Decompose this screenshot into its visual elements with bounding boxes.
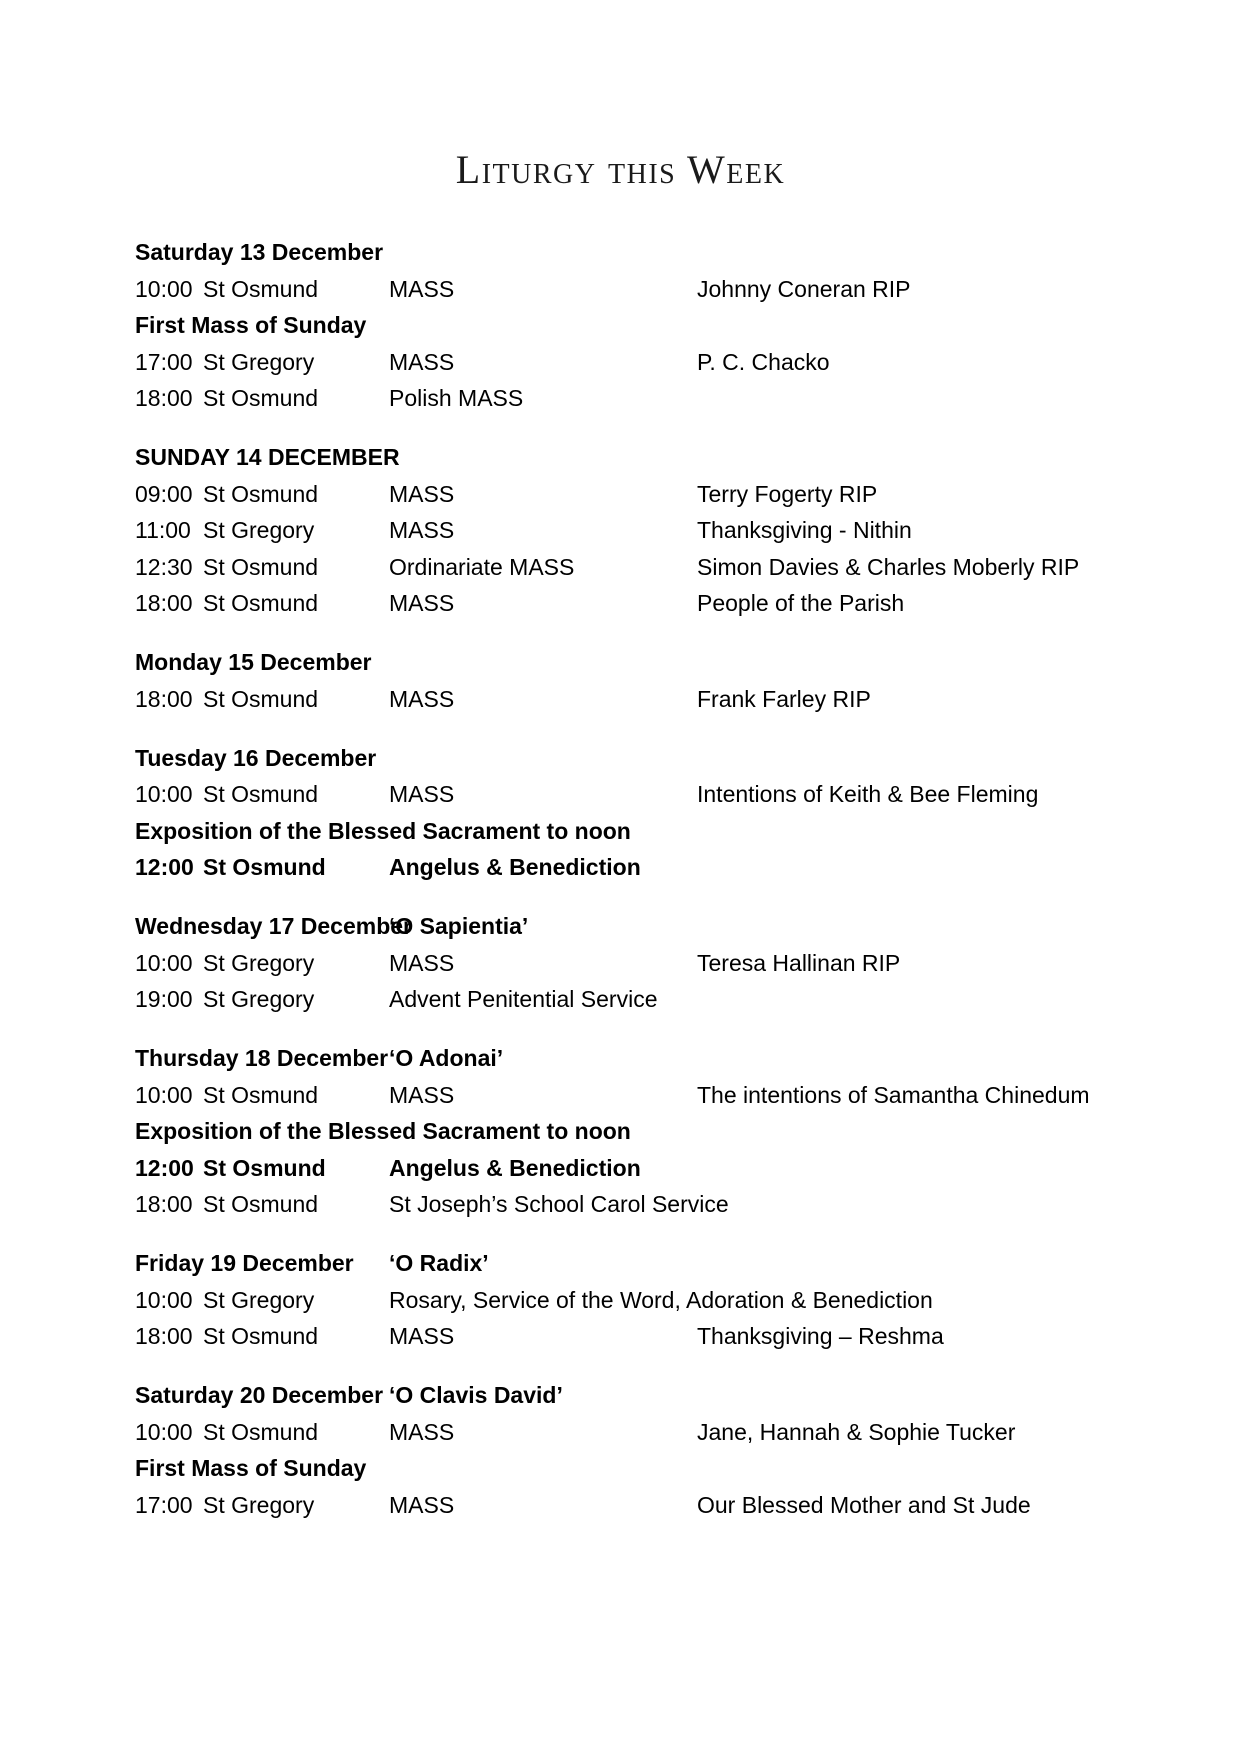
row-service: MASS [389, 275, 455, 302]
schedule-row [135, 344, 1205, 381]
row-church: St Osmund [203, 1154, 326, 1181]
schedule-row [135, 1077, 1205, 1114]
row-church: St Osmund [203, 385, 319, 411]
row-service: Ordinariate MASS [389, 553, 575, 580]
day-header [135, 644, 1205, 681]
schedule-row [135, 1414, 1205, 1451]
row-service: MASS [389, 348, 455, 375]
row-service: Angelus & Benediction [389, 1154, 641, 1181]
row-time: 09:00 [135, 480, 193, 507]
note-text: Exposition of the Blessed Sacrament to noon [135, 817, 631, 844]
schedule-note [135, 1450, 1205, 1487]
row-intention: Thanksgiving – Reshma [697, 1323, 944, 1349]
row-church: St Gregory [203, 1286, 315, 1313]
schedule-row [135, 271, 1205, 308]
row-service: Rosary, Service of the Word, Adoration & Benediction [389, 1286, 933, 1313]
row-service: MASS [389, 1323, 455, 1349]
schedule-row [135, 849, 1205, 886]
day-section [135, 1377, 1205, 1523]
day-section [135, 740, 1205, 886]
row-time: 18:00 [135, 1191, 193, 1217]
schedule-row [135, 512, 1205, 549]
row-church: St Osmund [203, 590, 319, 616]
schedule-row [135, 1186, 1205, 1223]
row-time: 17:00 [135, 348, 193, 375]
row-service: MASS [389, 1491, 455, 1518]
row-intention: Johnny Coneran RIP [697, 275, 911, 302]
row-intention: Teresa Hallinan RIP [697, 949, 901, 976]
row-time: 10:00 [135, 275, 193, 302]
row-church: St Gregory [203, 1491, 315, 1518]
schedule-row [135, 1282, 1205, 1319]
o-antiphon-label: ‘O Clavis David’ [389, 1382, 563, 1408]
row-church: St Osmund [203, 1418, 319, 1445]
row-church: St Osmund [203, 553, 319, 580]
row-service: Polish MASS [389, 385, 524, 411]
schedule-note [135, 813, 1205, 850]
row-church: St Osmund [203, 781, 319, 807]
day-name: Friday 19 December [135, 1250, 354, 1276]
schedule-row [135, 945, 1205, 982]
day-name: SUNDAY 14 DECEMBER [135, 444, 400, 470]
row-intention: The intentions of Samantha Chinedum [697, 1081, 1090, 1108]
day-header [135, 1040, 1205, 1077]
row-service: Advent Penitential Service [389, 986, 658, 1012]
day-header [135, 1377, 1205, 1414]
row-service: MASS [389, 517, 455, 543]
row-service: MASS [389, 1418, 455, 1445]
schedule-row [135, 681, 1205, 718]
row-time: 18:00 [135, 385, 193, 411]
row-time: 18:00 [135, 1323, 193, 1349]
row-church: St Gregory [203, 517, 315, 543]
day-header [135, 1245, 1205, 1282]
day-header [135, 234, 1205, 271]
row-intention: Frank Farley RIP [697, 685, 871, 712]
row-church: St Gregory [203, 986, 315, 1012]
row-time: 10:00 [135, 1081, 193, 1108]
schedule-note [135, 1113, 1205, 1150]
day-header [135, 908, 1205, 945]
row-intention: Terry Fogerty RIP [697, 480, 878, 507]
day-header [135, 439, 1205, 476]
note-text: First Mass of Sunday [135, 312, 367, 338]
day-name: Wednesday 17 December [135, 913, 412, 939]
row-service: St Joseph’s School Carol Service [389, 1191, 729, 1217]
day-section [135, 908, 1205, 1018]
schedule-row [135, 981, 1205, 1018]
row-church: St Osmund [203, 854, 326, 880]
o-antiphon-label: ‘O Radix’ [389, 1250, 489, 1276]
schedule-row [135, 1318, 1205, 1355]
row-service: MASS [389, 480, 455, 507]
day-name: Tuesday 16 December [135, 744, 377, 771]
row-service: MASS [389, 781, 455, 807]
row-time: 10:00 [135, 1418, 193, 1445]
row-church: St Gregory [203, 348, 315, 375]
schedule-row [135, 549, 1205, 586]
day-name: Saturday 13 December [135, 239, 384, 265]
row-intention: Our Blessed Mother and St Jude [697, 1491, 1031, 1518]
row-church: St Osmund [203, 1323, 319, 1349]
day-section [135, 1245, 1205, 1355]
row-intention: Simon Davies & Charles Moberly RIP [697, 553, 1080, 580]
day-section [135, 644, 1205, 717]
schedule-row [135, 1150, 1205, 1187]
schedule-row [135, 585, 1205, 622]
day-name: Thursday 18 December [135, 1045, 389, 1071]
day-section [135, 1040, 1205, 1223]
day-name: Saturday 20 December [135, 1382, 384, 1408]
day-name: Monday 15 December [135, 649, 372, 675]
row-service: Angelus & Benediction [389, 854, 641, 880]
page-title: Liturgy this Week [455, 147, 786, 192]
row-service: MASS [389, 590, 455, 616]
row-church: St Osmund [203, 1081, 319, 1108]
row-time: 10:00 [135, 1286, 193, 1313]
row-time: 10:00 [135, 949, 193, 976]
o-antiphon-label: ‘O Sapientia’ [389, 913, 529, 939]
row-time: 12:00 [135, 854, 194, 880]
row-time: 11:00 [135, 517, 191, 543]
row-intention: People of the Parish [697, 590, 905, 616]
row-church: St Osmund [203, 685, 319, 712]
schedule-row [135, 380, 1205, 417]
row-time: 17:00 [135, 1491, 193, 1518]
schedule-row [135, 1487, 1205, 1524]
row-service: MASS [389, 1081, 455, 1108]
note-text: Exposition of the Blessed Sacrament to noon [135, 1118, 631, 1144]
o-antiphon-label: ‘O Adonai’ [389, 1045, 504, 1071]
schedule-row [135, 476, 1205, 513]
row-church: St Gregory [203, 949, 315, 976]
note-text: First Mass of Sunday [135, 1455, 367, 1481]
row-service: MASS [389, 685, 455, 712]
day-section [135, 439, 1205, 622]
row-church: St Osmund [203, 1191, 319, 1217]
row-intention: P. C. Chacko [697, 348, 830, 375]
row-time: 12:00 [135, 1154, 194, 1181]
day-section [135, 234, 1205, 417]
row-intention: Thanksgiving - Nithin [697, 517, 912, 543]
row-time: 18:00 [135, 685, 193, 712]
row-service: MASS [389, 949, 455, 976]
day-header [135, 740, 1205, 777]
row-time: 10:00 [135, 781, 193, 807]
row-intention: Intentions of Keith & Bee Fleming [697, 781, 1039, 807]
row-church: St Osmund [203, 275, 319, 302]
schedule-row [135, 776, 1205, 813]
liturgy-schedule [135, 234, 1205, 1523]
schedule-note [135, 307, 1205, 344]
row-time: 12:30 [135, 553, 193, 580]
row-time: 19:00 [135, 986, 193, 1012]
row-church: St Osmund [203, 480, 319, 507]
row-time: 18:00 [135, 590, 193, 616]
row-intention: Jane, Hannah & Sophie Tucker [697, 1418, 1016, 1445]
